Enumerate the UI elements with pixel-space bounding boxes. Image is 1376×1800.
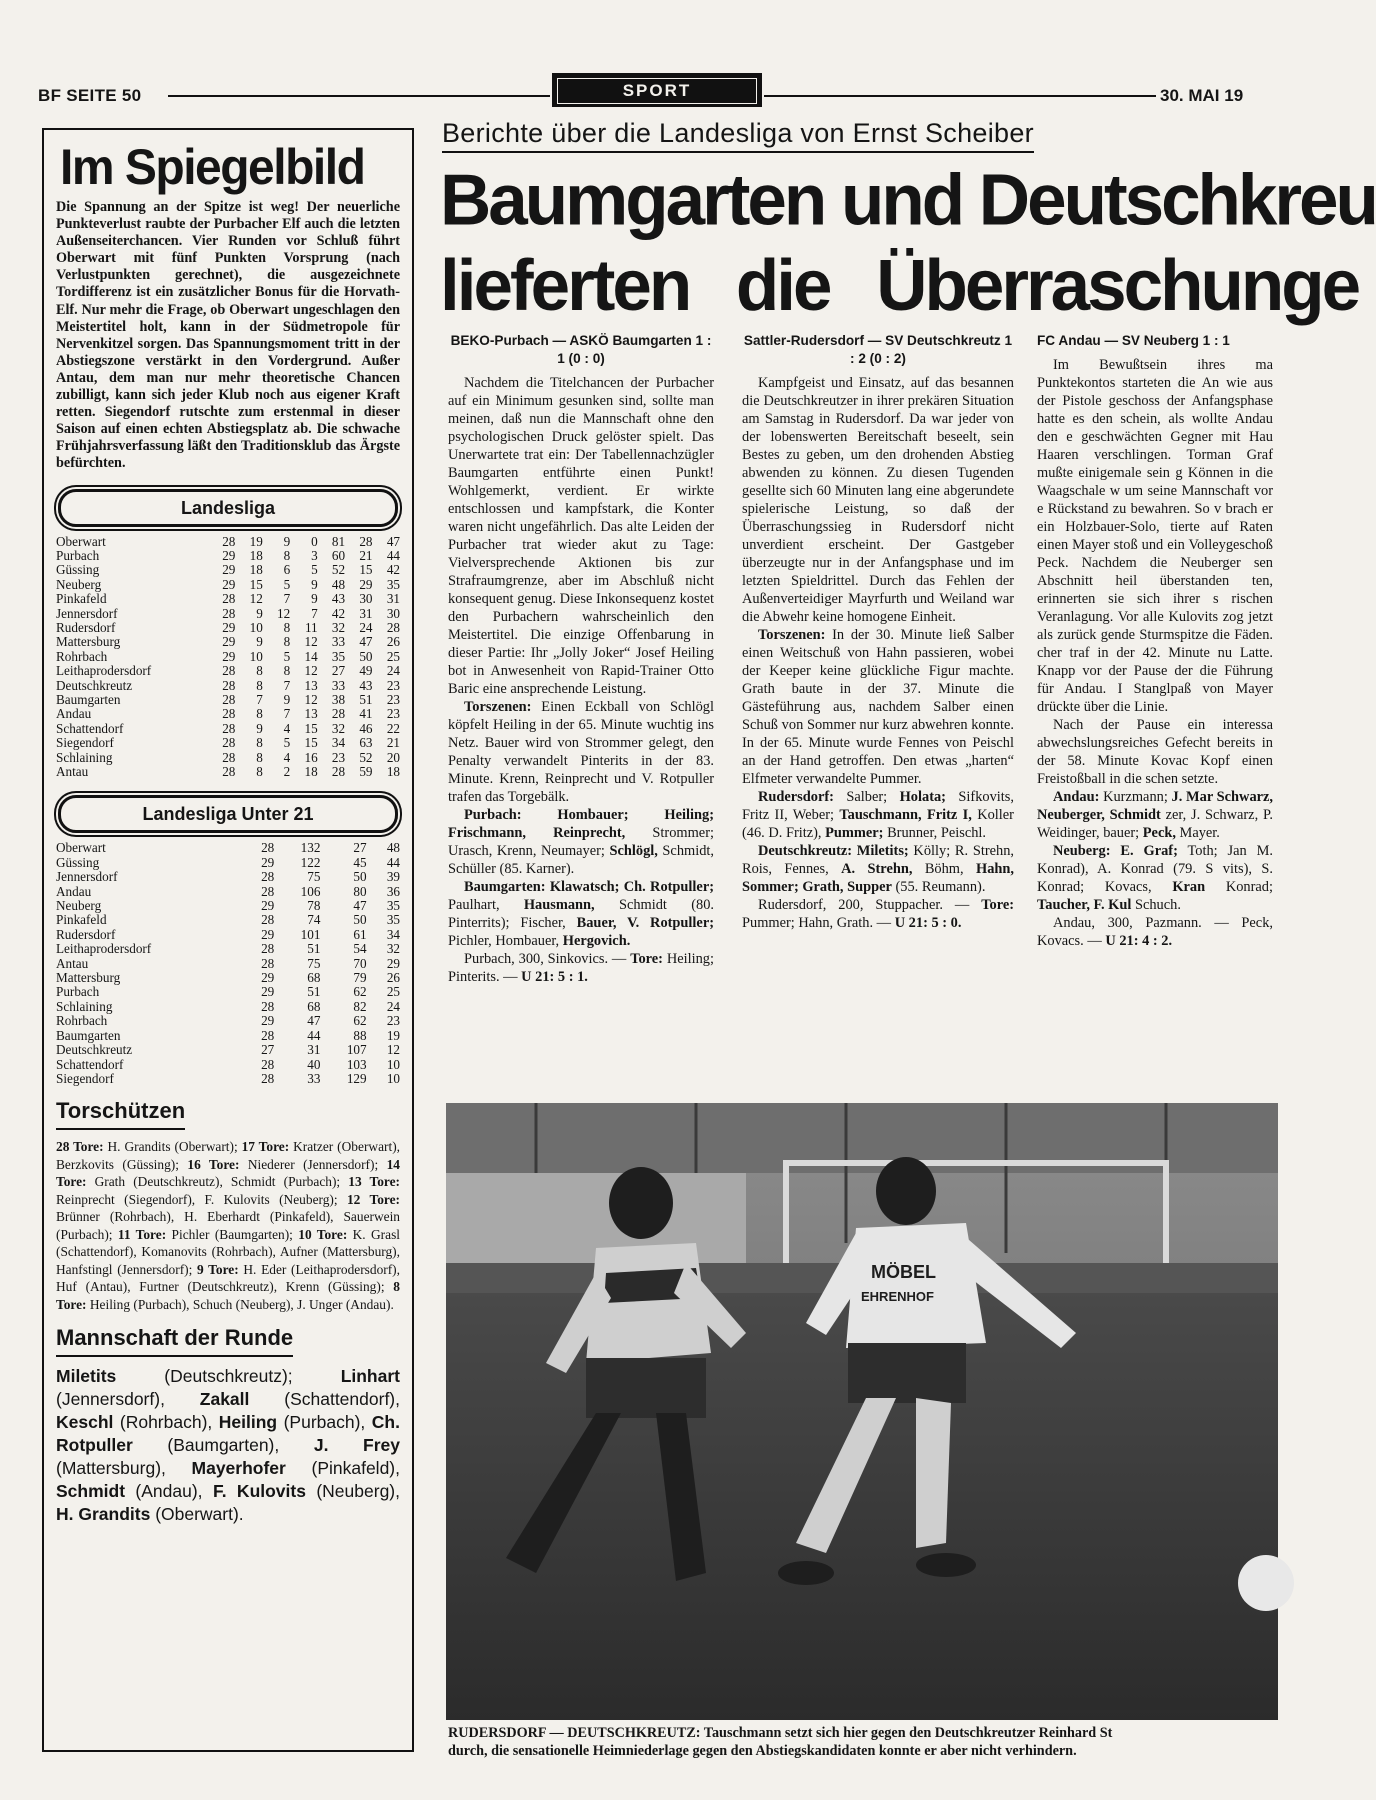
- table-cell: 28: [261, 912, 275, 928]
- table-cell: 28: [222, 720, 236, 736]
- table-cell: 33: [307, 1070, 321, 1086]
- team-name: Baumgarten: [56, 691, 121, 707]
- table-cell: 42: [331, 605, 346, 621]
- table-cell: 10: [249, 648, 263, 664]
- team-name: Antau: [56, 764, 89, 779]
- table-cell: 21: [359, 547, 373, 563]
- table-cell: 19: [249, 533, 263, 549]
- table-cell: 29: [261, 1013, 275, 1029]
- table-cell: 0: [311, 533, 318, 549]
- table-cell: 16: [304, 749, 318, 765]
- table-cell: 36: [386, 883, 400, 899]
- table-cell: 8: [283, 663, 291, 679]
- table-cell: 18: [249, 562, 263, 578]
- table-cell: 15: [359, 562, 373, 578]
- match-report: Nachdem die Titelchancen der Purbacher auf ein Minimum gesunken sind, sollte man meinen, daß nun die Mannschaft ohne den psychologischen Druck gelöster spielt. Das Unerwartete trat ein: Der Tabellennachzügler Baumgarten entführte einen Punkt! Wohlgemerkt, verdient. Er wirkte entschlossen und kampfstark, die Konter waren nicht ungefährlich. Das alte Leiden der Purbacher trat wieder akut zu Tage: Vielversprechende Aktionen bis zur Strafraumgrenze, aber im Abschluß nicht konsequent genug. Diese Inkonsequenz kostet den Purbachern wahrscheinlich den Meistertitel. Die einzige Offenbarung in dieser Partie: Ihr „Jolly Joker“ Josef Heiling bot in Anwesenheit von Rapid-Trainer Otto Baric eine ansprechende Leistung. Torszenen: Einen Eckball von Schlögl köpfelt Heiling in der 65. Minute wuchtig ins Netz. Bauer wird von Strommer gelegt, den Penalty verwandelt Pinterits in der 83. Minute. Krenn, Reinprecht und V. Rotpuller trafen das Torgebälk. Purbach: Hombauer; Heiling; Frischmann, Reinprecht, Strommer; Urasch, Krenn, Neumayer; Schlögl, Schmidt, Schüller (85. Karner). Baumgarten: Klawatsch; Ch. Rotpuller; Paulhart, Hausmann, Schmidt (80. Pinterrits); Fischer, Bauer, V. Rotpuller; Pichler, Hombauer, Hergovich. Purbach, 300, Sinkovics. — Tore: Heiling; Pinterits. — U 21: 5 : 1.: [448, 375, 715, 985]
- table-cell: 28: [261, 998, 275, 1014]
- table-cell: 8: [283, 547, 291, 563]
- table-cell: 39: [386, 869, 400, 885]
- table-cell: 35: [386, 898, 400, 914]
- team-name: Siegendorf: [56, 1070, 114, 1086]
- team-name: Leithaprodersdorf: [56, 941, 152, 957]
- table-cell: 14: [304, 648, 318, 664]
- team-name: Oberwart: [56, 840, 106, 856]
- page-number: BF SEITE 50: [38, 86, 142, 105]
- report-column-purbach: [448, 332, 714, 1102]
- table-cell: 47: [353, 898, 367, 914]
- table-cell: 52: [359, 749, 373, 765]
- table-cell: 40: [307, 1056, 321, 1072]
- table-cell: 51: [307, 984, 321, 1000]
- table-cell: 31: [307, 1042, 321, 1058]
- table-cell: 29: [261, 854, 275, 870]
- table-cell: 62: [353, 984, 367, 1000]
- football-scene-image: [446, 1103, 1278, 1720]
- table-cell: 3: [311, 547, 318, 563]
- headline-line-1: Baumgarten und Deutschkreu: [440, 160, 1376, 241]
- scorers-title: Torschützen: [56, 1098, 185, 1130]
- table-cell: 5: [283, 648, 291, 664]
- team-name: Leithaprodersdorf: [56, 663, 152, 679]
- table-cell: 28: [222, 706, 236, 722]
- table-cell: 28: [222, 533, 236, 549]
- table-cell: 12: [386, 1042, 400, 1058]
- table-cell: 29: [222, 562, 236, 578]
- table-cell: 78: [307, 898, 321, 914]
- team-name: Antau: [56, 955, 89, 971]
- table-cell: 63: [359, 735, 373, 751]
- team-name: Schlaining: [56, 749, 113, 765]
- table-cell: 44: [307, 1027, 321, 1043]
- table-cell: 28: [222, 735, 236, 751]
- table-cell: 41: [359, 706, 373, 722]
- jersey-text-1: MÖBEL: [871, 1262, 936, 1282]
- table-cell: 18: [386, 764, 400, 779]
- table-row: [56, 563, 400, 577]
- table-cell: 9: [283, 533, 291, 549]
- scorers-text: 28 Tore: H. Grandits (Oberwart); 17 Tore: Kratzer (Oberwart), Berzkovits (Güssing); 16 Tore: Niederer (Jennersdorf); 14 Tore: Grath (Deutschkreutz), Schmidt (Purbach); 13 Tore: Reinprecht (Siegendorf), F. Kulovits (Neuberg); 12 Tore: Brünner (Rohrbach), H. Eberhardt (Pinkafeld), Sauerwein (Purbach); 11 Tore: Pichler (Baumgarten); 10 Tore: K. Grasl (Schattendorf), Komanovits (Rohrbach), Aufner (Mattersburg), Hanfstingl (Jennersdorf); 9 Tore: H. Eder (Leithaprodersdorf), Huf (Antau), Furtner (Deutschkreutz), Krenn (Güssing); 8 Tore: Heiling (Purbach), Schuch (Neuberg), J. Unger (Andau).: [56, 1139, 401, 1312]
- team-name: Jennersdorf: [56, 605, 118, 621]
- table-row: [56, 635, 400, 649]
- table-row: [56, 942, 400, 956]
- table-cell: 106: [300, 883, 321, 899]
- table-row: [56, 535, 400, 549]
- table-cell: 13: [304, 677, 318, 693]
- table-row: [56, 1072, 400, 1086]
- team-name: Oberwart: [56, 533, 106, 549]
- table-title-landesliga: Landesliga: [58, 489, 398, 527]
- table-cell: 5: [283, 576, 291, 592]
- table-cell: 29: [261, 926, 275, 942]
- team-name: Andau: [56, 883, 92, 899]
- table-row: [56, 1058, 400, 1072]
- table-cell: 31: [386, 591, 400, 607]
- table-cell: 8: [283, 634, 291, 650]
- table-cell: 80: [353, 883, 367, 899]
- table-cell: 29: [222, 547, 236, 563]
- table-cell: 43: [331, 591, 346, 607]
- table-cell: 21: [386, 735, 400, 751]
- table-cell: 26: [386, 634, 400, 650]
- table-cell: 74: [307, 912, 321, 928]
- table-cell: 29: [222, 619, 236, 635]
- team-name: Neuberg: [56, 898, 102, 914]
- table-row: [56, 841, 400, 855]
- table-row: [56, 664, 400, 678]
- match-report: Kampfgeist und Einsatz, auf das besannen die Deutschkreutzer in ihrer prekären Situation am Samstag in Rudersdorf. Da war jeder von der lobenswerten Bereitschaft beseelt, sein Bestes zu geben, um den drohenden Abstieg abwenden zu können. Zu diesen Tugenden gesellte sich 60 Minuten lang eine abgerundete spielerische Leistung, so daß der Überraschungssieg in Rudersdorf nicht unverdient erscheint. Der Gastgeber überzeugte nur in der Anfangsphase und im letzten Spieldrittel. Durch das Fehlen der Außenverteidiger Mayrfurth und Weiland war die Abwehr keine homogene Einheit. Torszenen: In der 30. Minute ließ Salber einen Weitschuß von Hahn passieren, wobei der Keeper keine glückliche Figur machte. Grath baute in der 37. Minute die Gästeführung aus, nachdem Salber einen Schuß von Sommer nur kurz abwehren konnte. In der 65. Minute wurde Fennes von Peischl an der Hand getroffen. Den etwas „harten“ Elfmeter verwandelte Pummer. Rudersdorf: Salber; Holata; Sifkovits, Fritz II, Weber; Tauschmann, Fritz I, Koller (46. D. Fritz), Pummer; Brunner, Peischl. Deutschkreutz: Miletits; Kölly; R. Strehn, Rois, Fennes, A. Strehn, Böhm, Hahn, Sommer; Grath, Supper (55. Reumann). Rudersdorf, 200, Stuppacher. — Tore: Pummer; Hahn, Grath. — U 21: 5 : 0.: [742, 375, 1014, 931]
- match-title: FC Andau — SV Neuberg 1 : 1: [1037, 333, 1230, 348]
- table-cell: 10: [386, 1056, 400, 1072]
- table-row: [56, 679, 400, 693]
- table-row: [56, 765, 400, 779]
- table-cell: 35: [386, 912, 400, 928]
- table-cell: 8: [256, 749, 263, 765]
- team-name: Güssing: [56, 562, 100, 578]
- report-column-rudersdorf: [742, 332, 1014, 1102]
- table-row: [56, 971, 400, 985]
- table-cell: 15: [249, 576, 263, 592]
- table-cell: 31: [359, 605, 373, 621]
- table-cell: 47: [307, 1013, 321, 1029]
- table-cell: 8: [256, 677, 263, 693]
- table-row: [56, 1043, 400, 1057]
- table-cell: 8: [256, 706, 263, 722]
- table-cell: 35: [331, 648, 346, 664]
- table-cell: 15: [304, 720, 318, 736]
- table-cell: 7: [256, 691, 263, 707]
- table-cell: 61: [353, 926, 367, 942]
- team-of-round-title: Mannschaft der Runde: [56, 1325, 293, 1357]
- table-cell: 24: [386, 663, 400, 679]
- table-row: [56, 1000, 400, 1014]
- table-cell: 35: [386, 576, 400, 592]
- table-cell: 4: [283, 720, 291, 736]
- report-column-andau: [1037, 332, 1273, 1102]
- team-name: Schlaining: [56, 998, 113, 1014]
- table-cell: 28: [222, 764, 236, 779]
- table-cell: 9: [256, 720, 263, 736]
- table-cell: 28: [261, 941, 275, 957]
- table-cell: 8: [256, 735, 263, 751]
- table-cell: 28: [331, 764, 346, 779]
- table-row: [56, 1014, 400, 1028]
- football: [1238, 1555, 1294, 1611]
- table-cell: 28: [222, 605, 236, 621]
- table-cell: 19: [386, 1027, 400, 1043]
- table-cell: 23: [331, 749, 346, 765]
- table-cell: 88: [353, 1027, 367, 1043]
- table-cell: 52: [331, 562, 346, 578]
- table-cell: 28: [261, 883, 275, 899]
- table-row: [56, 621, 400, 635]
- section-label: SPORT: [557, 78, 757, 104]
- table-cell: 2: [283, 764, 291, 779]
- table-cell: 28: [222, 691, 236, 707]
- table-cell: 28: [261, 840, 275, 856]
- team-name: Schattendorf: [56, 1056, 124, 1072]
- table-cell: 28: [222, 677, 236, 693]
- team-name: Purbach: [56, 984, 100, 1000]
- table-cell: 28: [261, 1027, 275, 1043]
- table-cell: 7: [283, 677, 291, 693]
- sidebar-title: Im Spiegelbild: [60, 139, 365, 196]
- team-name: Mattersburg: [56, 634, 121, 650]
- team-name: Rudersdorf: [56, 926, 116, 942]
- table-cell: 43: [359, 677, 373, 693]
- sidebar-box: [42, 128, 414, 1752]
- table-cell: 54: [353, 941, 367, 957]
- table-cell: 28: [331, 706, 346, 722]
- table-cell: 33: [331, 677, 346, 693]
- team-of-round-text: Miletits (Deutschkreutz); Linhart (Jennersdorf), Zakall (Schattendorf), Keschl (Rohrbach), Heiling (Purbach), Ch. Rotpuller (Baumgarten), J. Frey (Mattersburg), Mayerhofer (Pinkafeld), Schmidt (Andau), F. Kulovits (Neuberg), H. Grandits (Oberwart).: [56, 1366, 400, 1525]
- table-cell: 28: [222, 749, 236, 765]
- jersey-text-2: EHRENHOF: [861, 1289, 934, 1304]
- table-cell: 28: [261, 1056, 275, 1072]
- team-name: Rudersdorf: [56, 619, 116, 635]
- table-cell: 81: [331, 533, 346, 549]
- table-cell: 9: [256, 605, 263, 621]
- team-name: Güssing: [56, 854, 100, 870]
- table-cell: 18: [249, 547, 263, 563]
- table-cell: 23: [386, 691, 400, 707]
- table-cell: 32: [386, 941, 400, 957]
- team-name: Pinkafeld: [56, 591, 107, 607]
- table-cell: 11: [304, 619, 318, 635]
- table-cell: 29: [261, 984, 275, 1000]
- table-cell: 24: [386, 998, 400, 1014]
- table-cell: 9: [311, 576, 318, 592]
- table-row: [56, 957, 400, 971]
- table-cell: 42: [386, 562, 400, 578]
- table-cell: 75: [307, 955, 321, 971]
- table-cell: 32: [331, 619, 346, 635]
- issue-date: 30. MAI 19: [1160, 86, 1244, 105]
- team-name: Rohrbach: [56, 648, 108, 664]
- table-cell: 68: [307, 970, 321, 986]
- table-cell: 7: [283, 706, 291, 722]
- table-cell: 44: [386, 547, 400, 563]
- table-row: [56, 650, 400, 664]
- table-row: [56, 1029, 400, 1043]
- table-cell: 25: [386, 984, 400, 1000]
- table-cell: 45: [353, 854, 367, 870]
- table-cell: 46: [359, 720, 373, 736]
- table-cell: 30: [386, 605, 400, 621]
- table-cell: 12: [249, 591, 263, 607]
- table-cell: 10: [249, 619, 263, 635]
- table-row: [56, 607, 400, 621]
- team-name: Purbach: [56, 547, 100, 563]
- table-cell: 44: [386, 854, 400, 870]
- table-row: [56, 899, 400, 913]
- table-row: [56, 722, 400, 736]
- table-cell: 32: [331, 720, 346, 736]
- table-cell: 50: [353, 869, 367, 885]
- table-cell: 9: [283, 691, 291, 707]
- table-cell: 23: [386, 706, 400, 722]
- table-cell: 38: [331, 691, 346, 707]
- photo-caption: [448, 1724, 1278, 1760]
- team-name: Jennersdorf: [56, 869, 118, 885]
- table-cell: 5: [311, 562, 318, 578]
- table-row: [56, 928, 400, 942]
- table-cell: 5: [283, 735, 291, 751]
- table-cell: 12: [304, 691, 318, 707]
- table-cell: 51: [359, 691, 373, 707]
- table-cell: 103: [346, 1056, 367, 1072]
- table-cell: 47: [386, 533, 400, 549]
- table-cell: 107: [346, 1042, 367, 1058]
- section-badge: [552, 73, 762, 107]
- table-cell: 10: [386, 1070, 400, 1086]
- standings-table: [56, 535, 400, 780]
- table-cell: 12: [277, 605, 291, 621]
- table-row: [56, 707, 400, 721]
- team-name: Andau: [56, 706, 92, 722]
- table-cell: 29: [222, 634, 236, 650]
- match-title: BEKO-Purbach — ASKÖ Baumgarten 1 : 1 (0 : 0): [450, 333, 712, 366]
- table-cell: 27: [353, 840, 367, 856]
- table-cell: 60: [331, 547, 346, 563]
- table-cell: 24: [359, 619, 373, 635]
- team-name: Mattersburg: [56, 970, 121, 986]
- table-cell: 48: [331, 576, 346, 592]
- table-cell: 23: [386, 677, 400, 693]
- table-cell: 28: [222, 591, 236, 607]
- table-cell: 8: [256, 663, 263, 679]
- team-name: Baumgarten: [56, 1027, 121, 1043]
- table-cell: 18: [304, 764, 318, 779]
- table-cell: 34: [331, 735, 346, 751]
- table-title-unter21: Landesliga Unter 21: [58, 795, 398, 833]
- table-cell: 8: [283, 619, 291, 635]
- table-cell: 122: [300, 854, 321, 870]
- table-cell: 12: [304, 663, 318, 679]
- table-cell: 8: [256, 764, 263, 779]
- table-cell: 62: [353, 1013, 367, 1029]
- table-cell: 79: [353, 970, 367, 986]
- table-row: [56, 549, 400, 563]
- table-cell: 20: [386, 749, 400, 765]
- table-cell: 7: [283, 591, 291, 607]
- table-row: [56, 693, 400, 707]
- table-cell: 29: [261, 970, 275, 986]
- table-cell: 27: [261, 1042, 275, 1058]
- match-photo: [446, 1103, 1278, 1720]
- table-cell: 13: [304, 706, 318, 722]
- team-name: Rohrbach: [56, 1013, 108, 1029]
- table-cell: 28: [261, 869, 275, 885]
- table-row: [56, 736, 400, 750]
- article-kicker: Berichte über die Landesliga von Ernst Scheiber: [442, 118, 1034, 153]
- match-report: Im Bewußtsein ihres ma Punktekontos starteten die An wie aus der Pistole geschoss der Anfangsphase hatte es den schein, als wollte Andau den e geschwächten Gegner mit Hau Haaren verschlingen. Torman Graf mußte einigemale sein g Können in die Waagschale w um seine Mannschaft vor e Rückstand zu bewahren. So v brach er ein Holzbauer-Solo, tierte auf Raten einen Mayer stoß und ein Volleygeschoß Peck. Nachdem die Neuberger sen Abschnitt heil überstanden ten, erinnerten sie sich ihrer s rischen Veranlagung. Vor alle Kulovits zog jetzt als zurück gende Sturmspitze die Fäden. cher traf in der 42. Minute nu Latte. Knapp vor der Pause der die Führung für Andau. I Stanglpaß von Mayer drückte über die Linie. Nach der Pause ein interessa abwechslungsreiches Gefecht bereits in der 58. Minute Kovac Kopf einen Freistoßball in die schen setzte. Andau: Kurzmann; J. Mar Schwarz, Neuberger, Schmidt zer, J. Schwarz, P. Weidinger, bauer; Peck, Mayer. Neuberg: E. Graf; Toth; Jan M. Konrad), A. Konrad (79. S vits), S. Konrad; Kovacs, Kran Konrad; Taucher, F. Kul Schuch. Andau, 300, Pazmann. — Peck, Kovacs. — U 21: 4 : 2.: [1037, 357, 1274, 949]
- table-cell: 34: [386, 926, 400, 942]
- table-cell: 28: [386, 619, 400, 635]
- headline-line-2: lieferten die Überraschunge: [440, 245, 1359, 327]
- table-cell: 75: [307, 869, 321, 885]
- table-cell: 28: [261, 1070, 275, 1086]
- table-cell: 7: [311, 605, 318, 621]
- table-cell: 29: [261, 898, 275, 914]
- table-cell: 30: [359, 591, 373, 607]
- table-cell: 132: [300, 840, 321, 856]
- table-cell: 29: [359, 576, 373, 592]
- table-cell: 28: [359, 533, 373, 549]
- table-cell: 6: [283, 562, 291, 578]
- table-cell: 29: [386, 955, 400, 971]
- standings-table-u21: [56, 841, 400, 1086]
- table-cell: 82: [353, 998, 367, 1014]
- table-cell: 47: [359, 634, 373, 650]
- table-cell: 9: [311, 591, 318, 607]
- table-cell: 12: [304, 634, 318, 650]
- team-name: Pinkafeld: [56, 912, 107, 928]
- table-cell: 70: [353, 955, 367, 971]
- table-cell: 48: [386, 840, 400, 856]
- article-headline: [440, 158, 1376, 329]
- table-cell: 23: [386, 1013, 400, 1029]
- table-row: [56, 985, 400, 999]
- table-cell: 4: [283, 749, 291, 765]
- table-cell: 59: [359, 764, 373, 779]
- match-title: Sattler-Rudersdorf — SV Deutschkreutz 1 : 2 (0 : 2): [743, 333, 1013, 366]
- team-name: Schattendorf: [56, 720, 124, 736]
- table-cell: 9: [256, 634, 263, 650]
- table-cell: 129: [346, 1070, 367, 1086]
- team-name: Deutschkreutz: [56, 1042, 133, 1058]
- sidebar-intro: Die Spannung an der Spitze ist weg! Der neuerliche Punkteverlust raubte der Purbacher Elf auch die letzten Außenseiterchancen. Vier Runden vor Schluß führt Oberwart mit fünf Punkten Vorsprung (nach Verlustpunkten gerechnet), die ausgezeichnete Tordifferenz ist ein zusätzlicher Bonus für die Horvath-Elf. Nur mehr die Frage, ob Oberwart ungeschlagen den Meistertitel holt, kann in der Südmetropole für Nervenkitzel sorgen. Das Spannungsmoment tritt in der Abstiegszone verstärkt in den Vordergrund. Außer Antau, dem man nur mehr theoretische Chancen zubilligt, kann sich jeder Klub noch aus eigener Kraft retten. Siegendorf rutschte zum erstenmal in dieser Saison auf einen echten Abstiegsplatz ab. Die schwache Frühjahrsverfassung läßt den Traditionsklub das Ärgste befürchten.: [56, 199, 400, 472]
- caption-line-2: durch, die sensationelle Heimniederlage gegen den Abstiegskandidaten konnte er aber nicht verhindern.: [448, 1743, 1077, 1759]
- table-cell: 101: [300, 926, 321, 942]
- table-cell: 33: [331, 634, 346, 650]
- team-name: Neuberg: [56, 576, 102, 592]
- table-cell: 25: [386, 648, 400, 664]
- team-name: Siegendorf: [56, 735, 114, 751]
- table-row: [56, 578, 400, 592]
- table-cell: 51: [307, 941, 321, 957]
- table-cell: 28: [222, 663, 236, 679]
- table-row: [56, 870, 400, 884]
- table-cell: 22: [386, 720, 400, 736]
- table-cell: 50: [359, 648, 373, 664]
- header-rule-right: [764, 95, 1156, 97]
- table-row: [56, 885, 400, 899]
- table-cell: 29: [222, 648, 236, 664]
- table-row: [56, 751, 400, 765]
- table-cell: 27: [331, 663, 346, 679]
- table-cell: 29: [222, 576, 236, 592]
- table-cell: 68: [307, 998, 321, 1014]
- table-row: [56, 913, 400, 927]
- table-cell: 50: [353, 912, 367, 928]
- table-cell: 49: [359, 663, 373, 679]
- header-rule-left: [168, 95, 550, 97]
- table-cell: 26: [386, 970, 400, 986]
- table-row: [56, 856, 400, 870]
- team-name: Deutschkreutz: [56, 677, 133, 693]
- table-cell: 15: [304, 735, 318, 751]
- caption-line-1: RUDERSDORF — DEUTSCHKREUTZ: Tauschmann setzt sich hier gegen den Deutschkreutzer Reinhard St: [448, 1725, 1113, 1741]
- table-cell: 28: [261, 955, 275, 971]
- table-row: [56, 592, 400, 606]
